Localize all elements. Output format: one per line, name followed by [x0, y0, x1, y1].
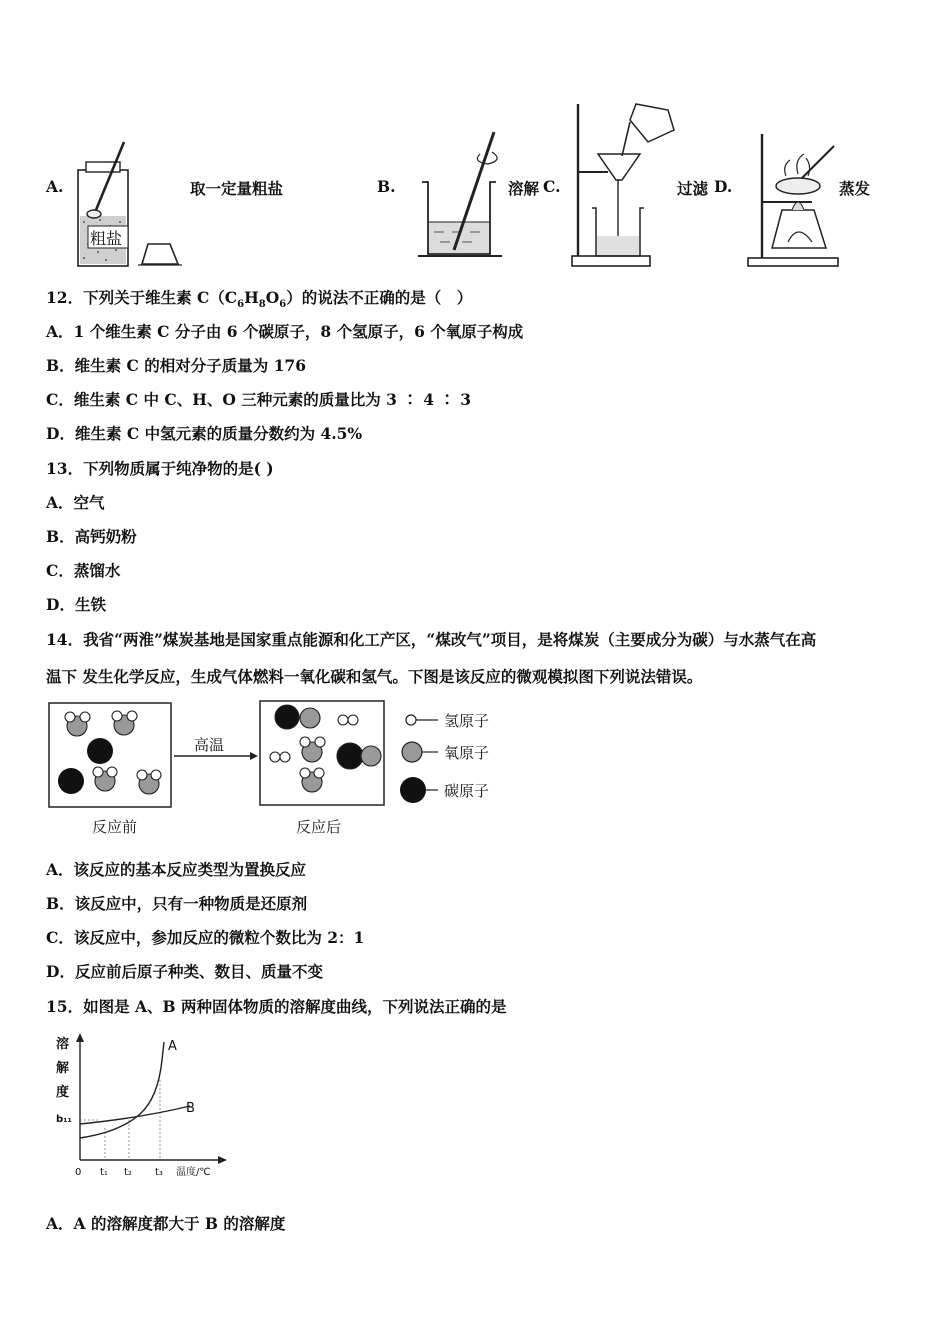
- after-reaction-label: 反应后: [296, 818, 342, 836]
- q13-option-b: B．高钙奶粉: [46, 527, 137, 546]
- q11-option-d-label: D.: [714, 177, 733, 196]
- curve-a-label: A: [168, 1039, 177, 1054]
- q14-option-c: C．该反应中，参加反应的微粒个数比为 2：1: [46, 928, 365, 947]
- q11-option-b-text: 溶解: [508, 179, 540, 198]
- salt-jar-illustration: [70, 140, 190, 270]
- q14-stem-line2: 温下 发生化学反应，生成气体燃料一氧化碳和氢气。下图是该反应的微观模拟图下列说法错误。: [46, 667, 703, 686]
- q15-stem: 15．如图是 A、B 两种固体物质的溶解度曲线，下列说法正确的是: [46, 997, 507, 1016]
- q14-stem-line1: 14．我省“两淮”煤炭基地是国家重点能源和化工产区，“煤改气”项目，是将煤炭（主要成分为碳）与水蒸气在高: [46, 630, 817, 649]
- y-tick-label: b₁₁: [56, 1114, 72, 1125]
- before-reaction-label: 反应前: [92, 818, 138, 836]
- curve-b-label: B: [186, 1101, 195, 1116]
- q12-subscript: 6: [279, 299, 287, 311]
- q14-option-b: B．该反应中，只有一种物质是还原剂: [46, 894, 308, 913]
- q12-subscript: 8: [258, 299, 266, 311]
- q12-formula-o: O: [265, 288, 280, 307]
- x-origin-label: 0: [75, 1167, 82, 1178]
- arrow-condition-label: 高温: [194, 736, 225, 754]
- q14-option-d: D．反应前后原子种类、数目、质量不变: [46, 962, 323, 981]
- q12-option-c: C．维生素 C 中 C、H、O 三种元素的质量比为 3 ∶ 4 ∶ 3: [46, 390, 472, 409]
- curve-a: [80, 1042, 164, 1138]
- q11-option-a-text: 取一定量粗盐: [190, 179, 284, 198]
- evaporation-apparatus-illustration: [742, 130, 842, 270]
- q15-option-a: A．A 的溶解度都大于 B 的溶解度: [46, 1214, 286, 1233]
- salt-jar-label: 粗盐: [90, 229, 123, 248]
- y-axis-label-char: 度: [56, 1085, 70, 1100]
- q12-option-d: D．维生素 C 中氢元素的质量分数约为 4.5%: [46, 424, 363, 443]
- q11-option-a-label: A.: [46, 177, 64, 196]
- y-axis-label-char: 溶: [56, 1037, 70, 1052]
- carbon-atom: [87, 738, 113, 764]
- q12-option-a: A．1 个维生素 C 分子由 6 个碳原子，8 个氢原子，6 个氧原子构成: [46, 322, 524, 341]
- beaker-dissolve-illustration: [414, 126, 506, 260]
- reaction-micro-model-diagram: [44, 698, 514, 840]
- q12-stem-suffix: ）的说法不正确的是（ ）: [286, 288, 473, 307]
- q11-option-b-label: B.: [377, 177, 396, 196]
- q12-subscript: 6: [237, 299, 245, 311]
- q11-option-c-label: C.: [543, 177, 561, 196]
- q12-stem: [46, 286, 472, 310]
- filtration-apparatus-illustration: [568, 100, 678, 270]
- q13-option-d: D．生铁: [46, 595, 106, 614]
- q12-stem-prefix: 12．下列关于维生素 C（C: [46, 288, 238, 307]
- q14-option-a: A．该反应的基本反应类型为置换反应: [46, 860, 307, 879]
- x-tick-t1: t₁: [100, 1167, 108, 1178]
- q12-formula-h: H: [244, 288, 259, 307]
- legend-oxygen: [402, 742, 489, 762]
- curve-b: [80, 1106, 190, 1124]
- legend-hydrogen-text: 氢原子: [444, 712, 490, 730]
- x-tick-t2: t₂: [124, 1167, 132, 1178]
- carbon-atom: [58, 768, 84, 794]
- q13-stem: 13．下列物质属于纯净物的是( ): [46, 459, 274, 478]
- y-axis-label-char: 解: [56, 1061, 70, 1076]
- legend-oxygen-text: 氧原子: [444, 744, 490, 762]
- q13-option-c: C．蒸馏水: [46, 561, 121, 580]
- solubility-curve-chart: [50, 1030, 240, 1180]
- legend-hydrogen: [406, 712, 489, 730]
- q12-option-b: B．维生素 C 的相对分子质量为 176: [46, 356, 306, 375]
- x-axis-unit-label: 温度/℃: [176, 1167, 211, 1178]
- legend-carbon-text: 碳原子: [444, 782, 490, 800]
- x-tick-t3: t₃: [155, 1167, 163, 1178]
- legend-carbon: [400, 777, 489, 803]
- q11-option-c-text: 过滤: [677, 179, 709, 198]
- q13-option-a: A．空气: [46, 493, 105, 512]
- q11-option-d-text: 蒸发: [839, 179, 871, 198]
